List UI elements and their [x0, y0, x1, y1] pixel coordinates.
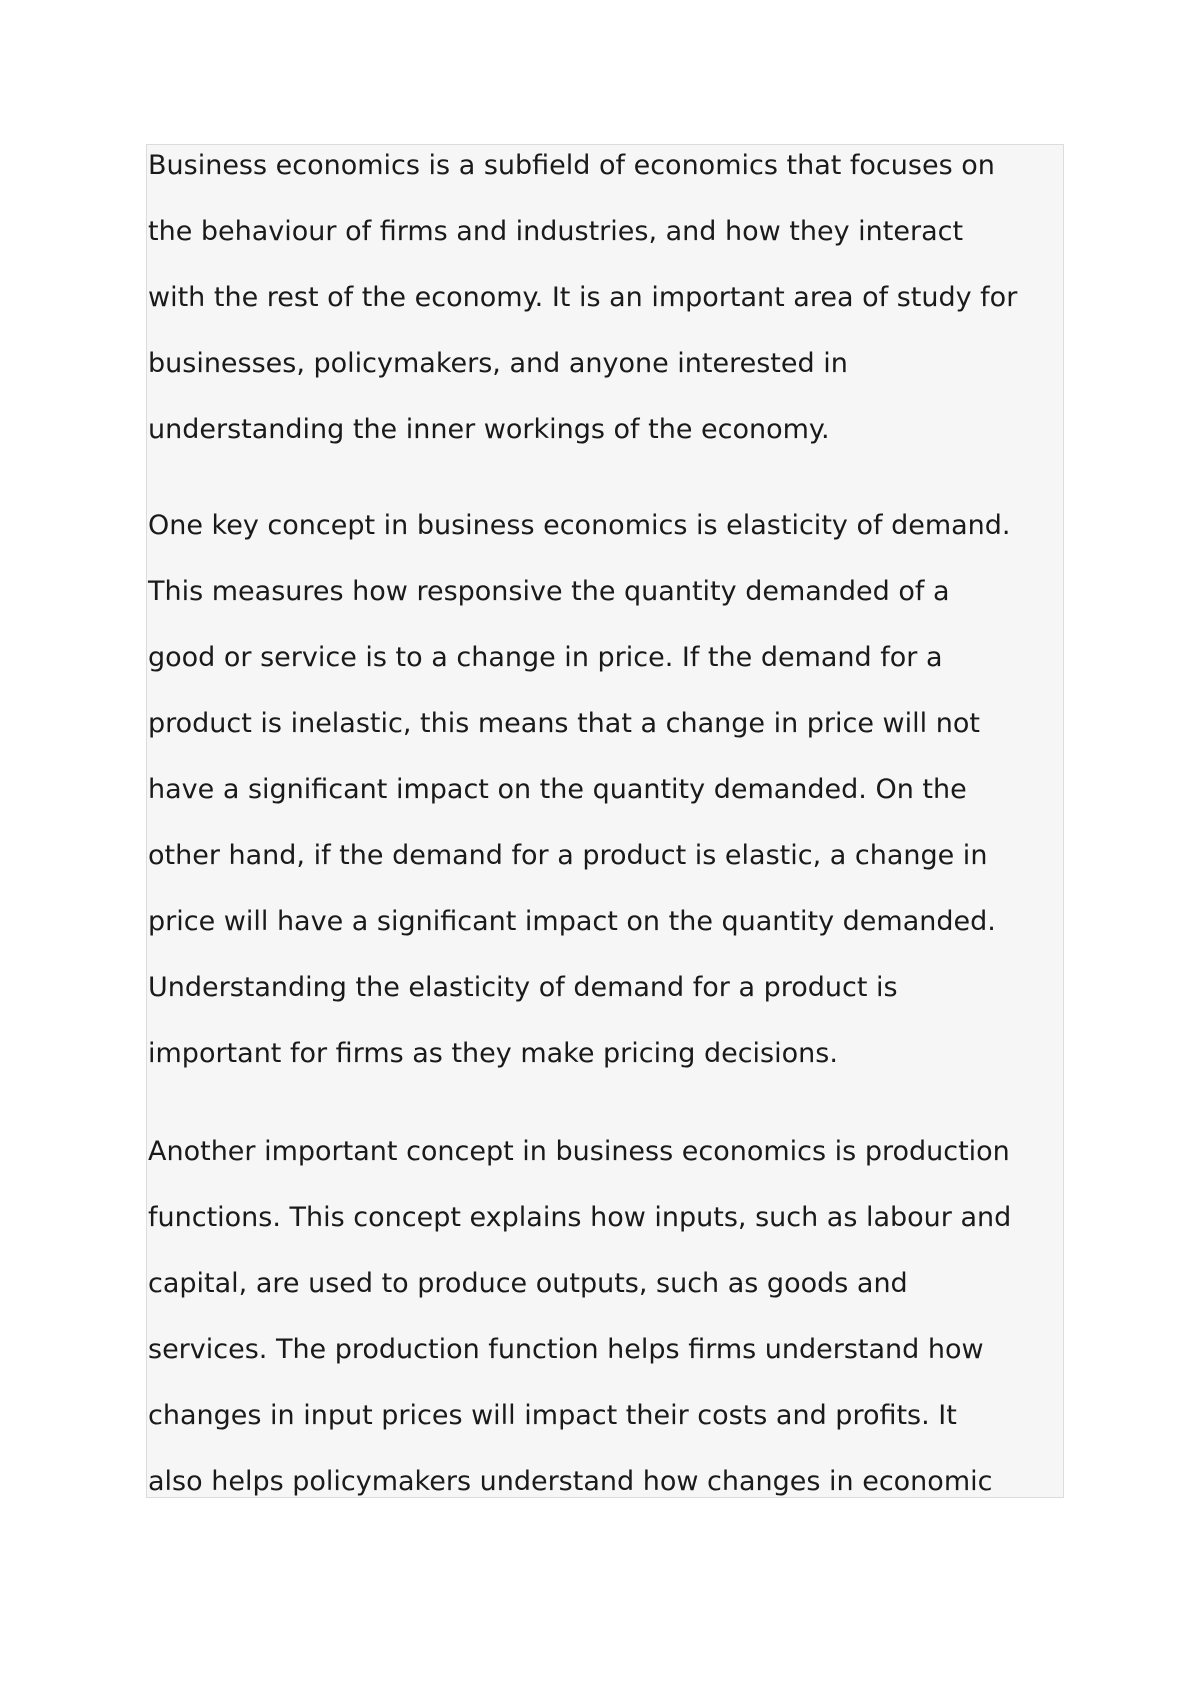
paragraph-2-line-7: price will have a significant impact on the quantity demanded. — [148, 906, 996, 937]
document-text-box — [146, 144, 1064, 1498]
paragraph-1-line-2: the behaviour of firms and industries, and how they interact — [148, 216, 964, 247]
paragraph-2-line-4: product is inelastic, this means that a change in price will not — [148, 708, 980, 739]
paragraph-3-line-5: changes in input prices will impact their costs and profits. It — [148, 1400, 957, 1431]
paragraph-2-line-9: important for firms as they make pricing decisions. — [148, 1038, 838, 1069]
paragraph-3-line-4: services. The production function helps firms understand how — [148, 1334, 984, 1365]
paragraph-2-line-2: This measures how responsive the quantity demanded of a — [148, 576, 950, 607]
paragraph-1-line-4: businesses, policymakers, and anyone interested in — [148, 348, 848, 379]
paragraph-2-line-5: have a significant impact on the quantity demanded. On the — [148, 774, 967, 805]
paragraph-2-line-3: good or service is to a change in price. If the demand for a — [148, 642, 943, 673]
paragraph-2-line-8: Understanding the elasticity of demand for a product is — [148, 972, 898, 1003]
paragraph-3-line-6: also helps policymakers understand how changes in economic — [148, 1466, 993, 1497]
paragraph-3-line-3: capital, are used to produce outputs, such as goods and — [148, 1268, 908, 1299]
paragraph-3-line-1: Another important concept in business economics is production — [148, 1136, 1010, 1167]
paragraph-2-line-1: One key concept in business economics is elasticity of demand. — [148, 510, 1011, 541]
paragraph-1-line-3: with the rest of the economy. It is an important area of study for — [148, 282, 1018, 313]
paragraph-3-line-2: functions. This concept explains how inputs, such as labour and — [148, 1202, 1012, 1233]
paragraph-2-line-6: other hand, if the demand for a product is elastic, a change in — [148, 840, 988, 871]
paragraph-1-line-1: Business economics is a subfield of economics that focuses on — [148, 150, 995, 181]
paragraph-1-line-5: understanding the inner workings of the economy. — [148, 414, 830, 445]
